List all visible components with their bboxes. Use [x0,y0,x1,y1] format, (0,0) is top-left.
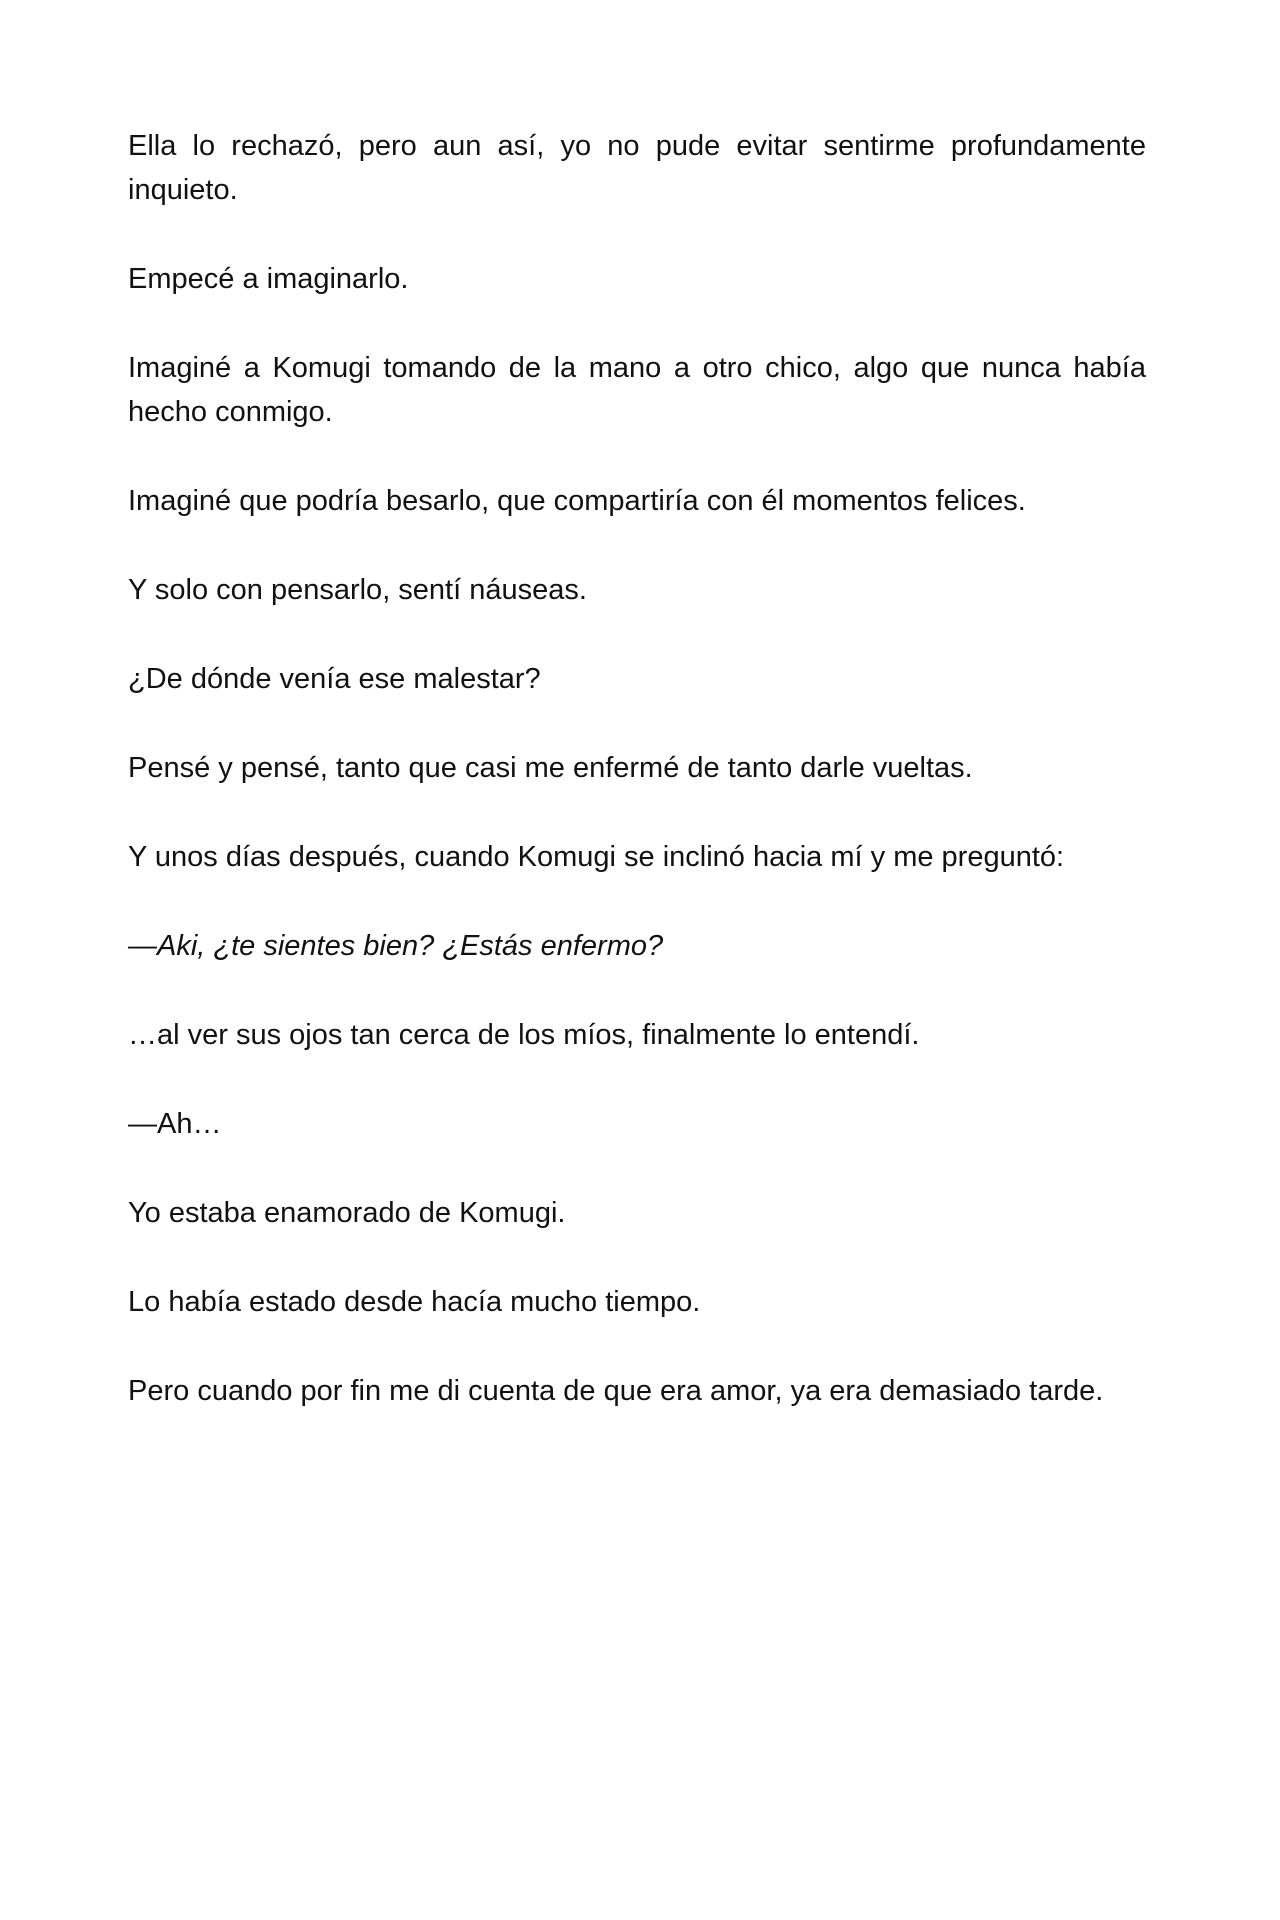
paragraph: ¿De dónde venía ese malestar? [128,663,541,695]
dialogue-paragraph: —Ah… [128,1108,222,1140]
document-body [128,124,1146,1458]
paragraph: Pensé y pensé, tanto que casi me enfermé de tanto darle vueltas. [128,752,973,784]
paragraph: Empecé a imaginarlo. [128,263,409,295]
paragraph: Y unos días después, cuando Komugi se inclinó hacia mí y me preguntó: [128,841,1065,873]
paragraph: Imaginé que podría besarlo, que compartiría con él momentos felices. [128,485,1026,517]
paragraph: Y solo con pensarlo, sentí náuseas. [128,574,587,606]
dialogue-paragraph: —Aki, ¿te sientes bien? ¿Estás enfermo? [128,930,664,962]
paragraph: Ella lo rechazó, pero aun así, yo no pude evitar sentirme profundamente inquieto. [128,130,1146,206]
paragraph: Pero cuando por fin me di cuenta de que era amor, ya era demasiado tarde. [128,1375,1104,1407]
paragraph: Lo había estado desde hacía mucho tiempo. [128,1286,701,1318]
paragraph: Yo estaba enamorado de Komugi. [128,1197,566,1229]
paragraph: Imaginé a Komugi tomando de la mano a otro chico, algo que nunca había hecho conmigo. [128,352,1146,428]
paragraph: …al ver sus ojos tan cerca de los míos, finalmente lo entendí. [128,1019,920,1051]
